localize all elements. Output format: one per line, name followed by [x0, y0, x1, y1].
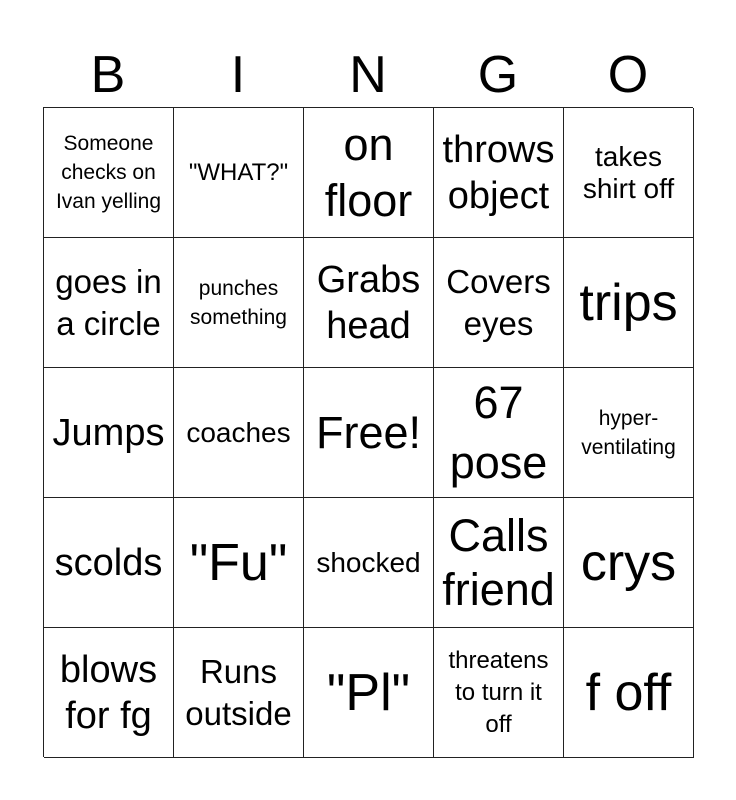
bingo-header	[43, 44, 693, 106]
bingo-cell-r5c3[interactable]	[304, 628, 434, 758]
bingo-cell-r1c4[interactable]	[434, 108, 564, 238]
bingo-cell-r5c1[interactable]	[44, 628, 174, 758]
cell-label: on floor	[324, 118, 413, 226]
cell-label: goes in a circle	[55, 262, 162, 342]
bingo-cell-r4c3[interactable]	[304, 498, 434, 628]
header-letter-g: G	[477, 46, 519, 104]
bingo-cell-r4c2[interactable]	[174, 498, 304, 628]
cell-label: "Fu"	[189, 533, 288, 592]
cell-label: scolds	[54, 541, 163, 584]
bingo-cell-r4c1[interactable]	[44, 498, 174, 628]
bingo-cell-r2c5[interactable]	[564, 238, 694, 368]
cell-label: shocked	[316, 546, 421, 578]
bingo-cell-r2c3[interactable]	[304, 238, 434, 368]
header-letter-o: O	[607, 46, 649, 104]
cell-label: trips	[579, 273, 678, 332]
cell-label: crys	[580, 533, 677, 592]
header-letter-n: N	[349, 46, 387, 104]
bingo-cell-r2c2[interactable]	[174, 238, 304, 368]
free-space-label: Free!	[315, 406, 422, 458]
bingo-board	[43, 107, 693, 757]
cell-label: Grabs head	[316, 258, 421, 347]
cell-label: coaches	[186, 416, 291, 448]
cell-label: f off	[585, 663, 672, 722]
bingo-cell-r4c4[interactable]	[434, 498, 564, 628]
bingo-cell-r1c3[interactable]	[304, 108, 434, 238]
bingo-cell-r2c4[interactable]	[434, 238, 564, 368]
header-letter-b: B	[90, 46, 126, 104]
cell-label: blows for fg	[59, 648, 158, 737]
bingo-cell-r3c1[interactable]	[44, 368, 174, 498]
cell-label: threatens to turn it off	[448, 646, 549, 738]
bingo-cell-r3c4[interactable]	[434, 368, 564, 498]
bingo-cell-r2c1[interactable]	[44, 238, 174, 368]
bingo-cell-r5c2[interactable]	[174, 628, 304, 758]
bingo-cell-r5c5[interactable]	[564, 628, 694, 758]
bingo-cell-r4c5[interactable]	[564, 498, 694, 628]
cell-label: Calls friend	[442, 509, 555, 615]
cell-label: "Pl"	[326, 663, 411, 722]
header-letter-i: I	[230, 46, 246, 104]
cell-label: 67 pose	[449, 376, 548, 488]
cell-label: hyper-ventilating	[581, 406, 676, 459]
bingo-cell-r3c5[interactable]	[564, 368, 694, 498]
cell-label: Runs outside	[185, 652, 292, 732]
cell-label: "WHAT?"	[188, 158, 289, 186]
bingo-cell-r3c2[interactable]	[174, 368, 304, 498]
bingo-cell-r1c1[interactable]	[44, 108, 174, 238]
cell-label: Jumps	[52, 411, 165, 454]
bingo-cell-r1c2[interactable]	[174, 108, 304, 238]
cell-label: throws object	[442, 128, 555, 217]
cell-label: Someone checks on Ivan yelling	[55, 132, 162, 213]
bingo-cell-r5c4[interactable]	[434, 628, 564, 758]
bingo-cell-r3c3[interactable]	[304, 368, 434, 498]
cell-label: Covers eyes	[446, 262, 551, 342]
cell-label: takes shirt off	[582, 140, 675, 204]
bingo-cell-r1c5[interactable]	[564, 108, 694, 238]
cell-label: punches something	[190, 276, 287, 329]
